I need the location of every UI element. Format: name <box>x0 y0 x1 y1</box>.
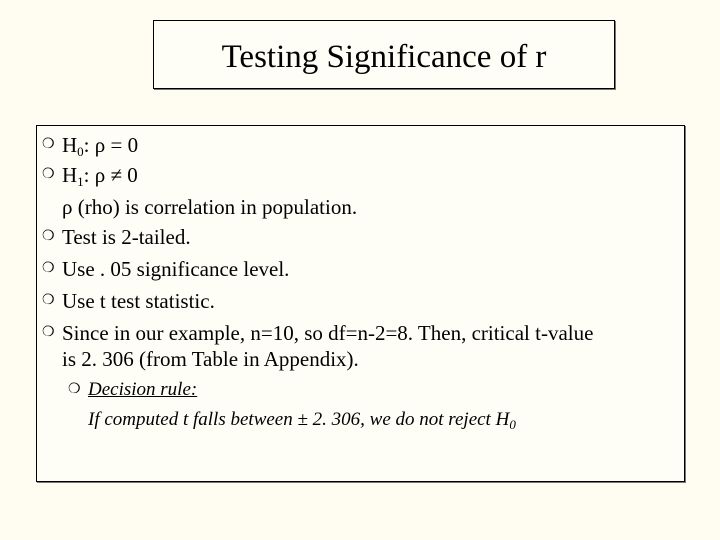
hypothesis-alt-rest: : ρ ≠ 0 <box>83 163 138 187</box>
decision-rule-label <box>88 378 197 402</box>
decision-rule-text <box>88 408 516 437</box>
decision-rule-sub: 0 <box>509 417 516 432</box>
decision-rule-body: If computed t falls between ± 2. 306, we do not reject H <box>88 409 510 430</box>
example-text-line2: is 2. 306 (from Table in Appendix). <box>62 347 359 371</box>
bullet-icon: ❍ <box>42 293 55 308</box>
hypothesis-null <box>62 133 138 164</box>
content-box <box>36 125 685 482</box>
bullet-icon: ❍ <box>42 261 55 276</box>
bullet-icon: ❍ <box>42 167 55 182</box>
title-box <box>153 20 615 89</box>
rho-explanation: ρ (rho) is correlation in population. <box>62 195 358 219</box>
hypothesis-alt <box>62 163 138 194</box>
hypothesis-null-sub: 0 <box>77 144 84 159</box>
bullet-icon: ❍ <box>42 229 55 244</box>
bullet-icon: ❍ <box>42 137 55 152</box>
hypothesis-null-rest: : ρ = 0 <box>83 133 139 157</box>
example-text-line1: Since in our example, n=10, so df=n-2=8. Then, critical t-value <box>62 321 594 345</box>
bullet-icon: ❍ <box>68 382 81 397</box>
bullet-icon: ❍ <box>42 325 55 340</box>
hypothesis-alt-prefix: H <box>62 163 78 187</box>
hypothesis-null-prefix: H <box>62 133 78 157</box>
t-test-text: Use t test statistic. <box>62 289 215 313</box>
decision-rule-label-text: Decision rule: <box>88 379 198 400</box>
two-tailed-text: Test is 2-tailed. <box>62 225 191 249</box>
hypothesis-alt-sub: 1 <box>77 174 84 189</box>
significance-level-text: Use . 05 significance level. <box>62 257 290 281</box>
slide-title: Testing Significance of r <box>221 39 547 75</box>
